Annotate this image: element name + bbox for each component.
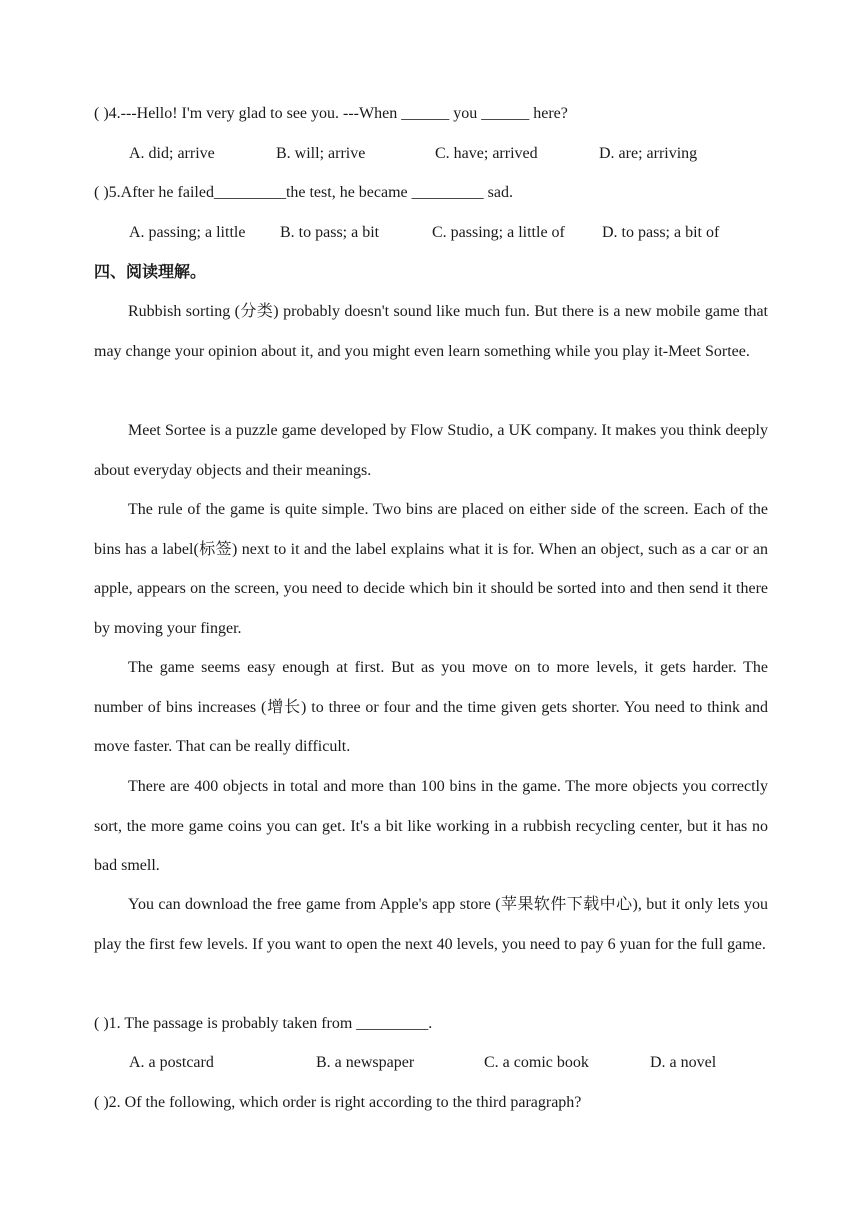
question-5-option-a: A. passing; a little bbox=[129, 224, 246, 241]
question-4-option-b: B. will; arrive bbox=[276, 145, 366, 162]
question-5-option-d: D. to pass; a bit of bbox=[602, 224, 720, 241]
passage-paragraph-1: Rubbish sorting (分类) probably doesn't sound like much fun. But there is a new mobile game that may change your opinion about it, and you might even learn something while you play it-Meet Sortee. bbox=[94, 303, 768, 360]
reading-question-1-stem: ( )1. The passage is probably taken from _________. bbox=[94, 1015, 433, 1032]
reading-question-1-option-b: B. a newspaper bbox=[316, 1054, 415, 1071]
reading-question-1-option-a: A. a postcard bbox=[129, 1054, 214, 1071]
section-heading: 四、阅读理解。 bbox=[94, 262, 207, 281]
passage-paragraph-5: There are 400 objects in total and more than 100 bins in the game. The more objects you correctly sort, the more game coins you can get. It's a bit like working in a rubbish recycling center, but it has no bad smell. bbox=[94, 778, 768, 875]
question-4-option-d: D. are; arriving bbox=[599, 145, 698, 162]
passage-paragraph-3: The rule of the game is quite simple. Two bins are placed on either side of the screen. Each of the bins has a label(标签) next to it and the label explains what it is for. When an object, such as a car or an apple, appears on the screen, you need to decide which bin it should be sorted into and then send it there by moving your finger. bbox=[94, 501, 768, 637]
question-5-option-b: B. to pass; a bit bbox=[280, 224, 380, 241]
reading-question-1-option-c: C. a comic book bbox=[484, 1054, 589, 1071]
reading-question-2-stem: ( )2. Of the following, which order is right according to the third paragraph? bbox=[94, 1094, 582, 1111]
passage-paragraph-6: You can download the free game from Apple's app store (苹果软件下载中心), but it only lets you play the first few levels. If you want to open the next 40 levels, you need to pay 6 yuan for the full game. bbox=[94, 896, 768, 953]
reading-question-1-option-d: D. a novel bbox=[650, 1054, 717, 1071]
question-4-stem: ( )4.---Hello! I'm very glad to see you. ---When ______ you ______ here? bbox=[94, 105, 568, 122]
passage-paragraph-4: The game seems easy enough at first. But as you move on to more levels, it gets harder. The number of bins increases (增长) to three or four and the time given gets shorter. You need to think and move faster. That can be really difficult. bbox=[94, 659, 768, 756]
question-4-option-a: A. did; arrive bbox=[129, 145, 215, 162]
passage-paragraph-2: Meet Sortee is a puzzle game developed by Flow Studio, a UK company. It makes you think deeply about everyday objects and their meanings. bbox=[94, 422, 768, 479]
question-5-option-c: C. passing; a little of bbox=[432, 224, 565, 241]
question-4-option-c: C. have; arrived bbox=[435, 145, 538, 162]
question-5-stem: ( )5.After he failed_________the test, he became _________ sad. bbox=[94, 184, 513, 201]
